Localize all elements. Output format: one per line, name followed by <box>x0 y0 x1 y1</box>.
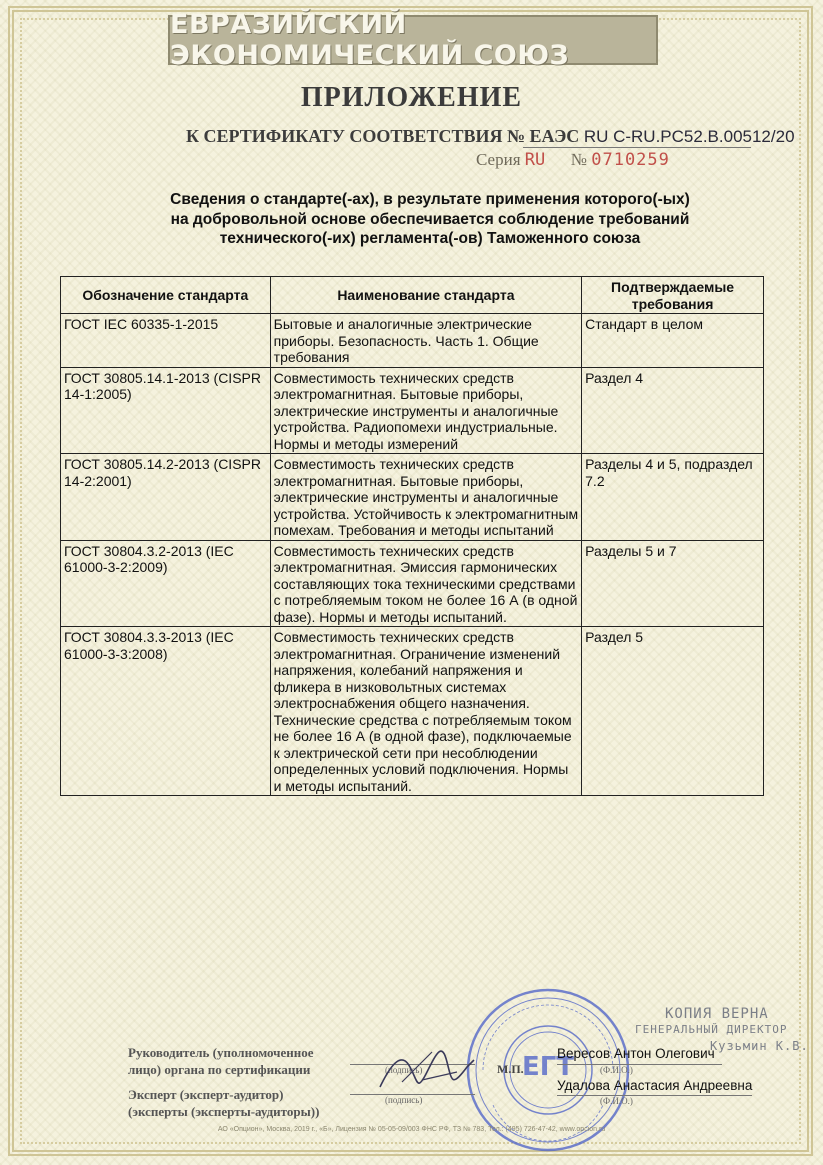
table-row <box>61 540 764 627</box>
head-signature-caption: (подпись) <box>385 1065 423 1075</box>
certificate-subtitle <box>186 126 795 147</box>
standard-requirements: Раздел 4 <box>582 367 764 454</box>
standards-intro <box>120 190 740 249</box>
standard-name: Совместимость технических средств электромагнитная. Ограничение изменений напряжения, колебаний напряжения и фликера в низковольтных системах электроснабжения общего назначения. Технические средства с потребляемым током не более 16 А (в одной фазе), подключаемые к электрической сети при несоблюдении определенных условий подключения. Нормы и методы испытаний. <box>270 627 581 796</box>
series-value: RU <box>524 150 546 170</box>
subtitle-prefix: К СЕРТИФИКАТУ СООТВЕТСТВИЯ № ЕАЭС <box>186 126 580 146</box>
standard-requirements: Разделы 5 и 7 <box>582 540 764 627</box>
expert-signature-caption: (подпись) <box>385 1095 423 1105</box>
table-row <box>61 454 764 541</box>
standard-name: Бытовые и аналогичные электрические приборы. Безопасность. Часть 1. Общие требования <box>270 314 581 368</box>
head-name: Вересов Антон Олегович <box>557 1046 715 1061</box>
standard-name: Совместимость технических средств электромагнитная. Бытовые приборы, электрические инструменты и аналогичные устройства. Радиопомехи индустриальные. Нормы и методы измерений <box>270 367 581 454</box>
document-title: ПРИЛОЖЕНИЕ <box>300 82 523 113</box>
intro-line-3: технического(-их) регламента(-ов) Таможенного союза <box>219 230 641 247</box>
standard-requirements: Стандарт в целом <box>582 314 764 368</box>
head-name-caption: (Ф.И.О.) <box>600 1065 633 1075</box>
table-row <box>61 314 764 368</box>
true-copy-stamp <box>635 1006 809 1054</box>
header-name: Наименование стандарта <box>270 277 581 314</box>
expert-label-line-1: Эксперт (эксперт-аудитор) <box>128 1087 284 1102</box>
standard-requirements: Раздел 5 <box>582 627 764 796</box>
printer-footer: АО «Опцион», Москва, 2019 г., «Б», Лицензия № 05-05-09/003 ФНС РФ, ТЗ № 783, Тел.: (495) 726-47-42, www.opcion.ru <box>217 1126 606 1133</box>
copy-line-1: КОПИЯ ВЕРНА <box>665 1006 769 1022</box>
standard-designation: ГОСТ 30805.14.2-2013 (CISPR 14-2:2001) <box>61 454 271 541</box>
table-row <box>61 627 764 796</box>
header-designation: Обозначение стандарта <box>61 277 271 314</box>
head-label-line-1: Руководитель (уполномоченное <box>128 1045 314 1060</box>
standard-name: Совместимость технических средств электромагнитная. Эмиссия гармонических составляющих тока техническими средствами с потребляемым током не более 16 А (в одной фазе). Нормы и методы испытаний. <box>270 540 581 627</box>
standard-designation: ГОСТ IEC 60335-1-2015 <box>61 314 271 368</box>
copy-line-3: Кузьмин К.В. <box>710 1039 809 1053</box>
svg-text:ЕГТ: ЕГТ <box>521 1052 575 1082</box>
head-label-line-2: лицо) органа по сертификации <box>128 1062 311 1077</box>
copy-line-2: ГЕНЕРАЛЬНЫЙ ДИРЕКТОР <box>635 1023 788 1036</box>
standard-requirements: Разделы 4 и 5, подраздел 7.2 <box>582 454 764 541</box>
expert-name-line <box>557 1095 752 1096</box>
certificate-number: RU C-RU.PC52.B.00512/20 <box>583 127 795 146</box>
standard-designation: ГОСТ 30804.3.2-2013 (IEC 61000-3-2:2009) <box>61 540 271 627</box>
intro-line-1: Сведения о стандарте(-ах), в результате применения которого(-ых) <box>170 191 690 208</box>
head-label <box>128 1044 314 1078</box>
intro-line-2: на добровольной основе обеспечивается соблюдение требований <box>170 210 690 228</box>
expert-label-line-2: (эксперты (эксперты-аудиторы)) <box>128 1104 320 1119</box>
blank-number: 0710259 <box>591 150 670 170</box>
header-requirements: Подтверждаемые требования <box>582 277 764 314</box>
standards-table <box>60 276 764 796</box>
series-label: Серия <box>476 150 521 169</box>
handwritten-signature <box>372 1032 482 1102</box>
expert-name: Удалова Анастасия Андреевна <box>557 1078 753 1093</box>
standard-name: Совместимость технических средств электромагнитная. Бытовые приборы, электрические инструменты и аналогичные устройства. Устойчивость к электромагнитным помехам. Требования и методы испытаний <box>270 454 581 541</box>
standard-designation: ГОСТ 30805.14.1-2013 (CISPR 14-1:2005) <box>61 367 271 454</box>
standard-designation: ГОСТ 30804.3.3-2013 (IEC 61000-3-3:2008) <box>61 627 271 796</box>
stamp-placeholder: М.П. <box>497 1062 524 1076</box>
expert-label <box>128 1086 319 1120</box>
expert-name-caption: (Ф.И.О.) <box>600 1096 633 1106</box>
series-line <box>476 150 670 170</box>
cert-number-underline <box>523 147 751 148</box>
table-row <box>61 367 764 454</box>
union-banner: ЕВРАЗИЙСКИЙ ЭКОНОМИЧЕСКИЙ СОЮЗ <box>168 15 658 65</box>
table-header-row <box>61 277 764 314</box>
head-name-line <box>557 1064 722 1065</box>
number-label: № <box>570 150 587 169</box>
